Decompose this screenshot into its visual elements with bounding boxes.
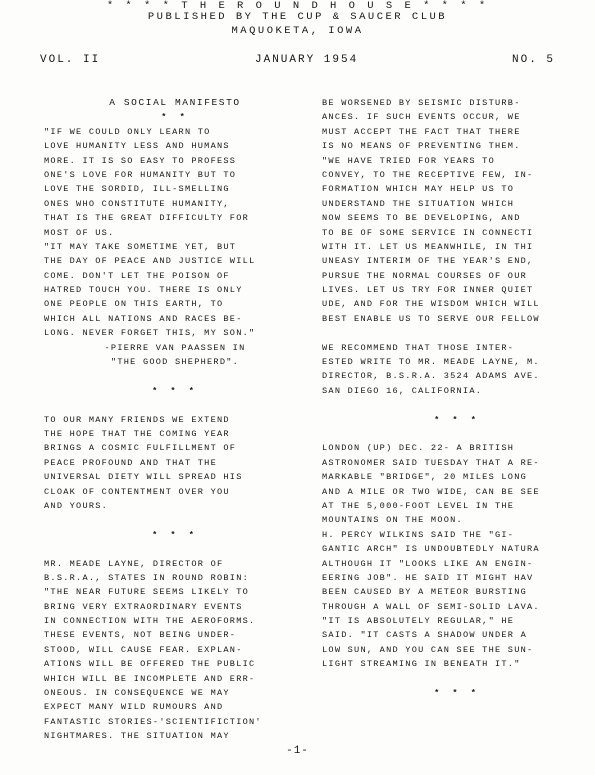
text-line: UNIVERSAL DIETY WILL SPREAD HIS xyxy=(44,472,243,483)
text-line: WHICH ALL NATIONS AND RACES BE- xyxy=(44,313,243,324)
text-line: LOVE HUMANITY LESS AND HUMANS xyxy=(44,141,230,152)
london-article-text xyxy=(322,441,592,671)
text-line: WE RECOMMEND THAT THOSE INTER- xyxy=(322,342,515,353)
text-line: "WE HAVE TRIED FOR YEARS TO xyxy=(322,155,495,166)
text-line: CONVEY, TO THE RECEPTIVE FEW, IN- xyxy=(322,169,534,180)
text-line: ONE'S LOVE FOR HUMANITY BUT TO xyxy=(44,169,237,180)
left-column xyxy=(44,96,306,744)
text-line: TO BE OF SOME SERVICE IN CONNECTI xyxy=(322,227,534,238)
text-line: MOST OF US. xyxy=(44,227,115,238)
text-line: HATRED TOUCH YOU. THERE IS ONLY xyxy=(44,285,243,296)
text-line: BEEN CAUSED BY A METEOR BURSTING xyxy=(322,587,528,598)
layne-continuation-text xyxy=(322,96,592,326)
text-line: PURSUE THE NORMAL COURSES OF OUR xyxy=(322,270,528,281)
right-column xyxy=(322,96,592,700)
text-line: IS NO MEANS OF PREVENTING THEM. xyxy=(322,141,521,152)
manifesto-title: A SOCIAL MANIFESTO xyxy=(109,97,241,108)
text-line: NIGHTMARES. THE SITUATION MAY xyxy=(44,731,230,742)
text-line: MARKABLE "BRIDGE", 20 MILES LONG xyxy=(322,472,528,483)
text-line: LIVES. LET US TRY FOR INNER QUIET xyxy=(322,285,534,296)
text-line: FANTASTIC STORIES-'SCIENTIFICTION' xyxy=(44,716,262,727)
text-line: ONE PEOPLE ON THIS EARTH, TO xyxy=(44,299,224,310)
text-line: THE HOPE THAT THE COMING YEAR xyxy=(44,428,230,439)
text-line: UNEASY INTERIM OF THE YEAR'S END, xyxy=(322,256,534,267)
location-line: MAQUOKETA, IOWA xyxy=(231,25,364,37)
publisher-line: PUBLISHED BY THE CUP & SAUCER CLUB xyxy=(147,11,448,23)
text-line: PEACE PROFOUND AND THAT THE xyxy=(44,457,217,468)
divider-stars: * * xyxy=(161,112,189,123)
issue-number: NO. 5 xyxy=(512,54,556,66)
text-line: THESE EVENTS, NOT BEING UNDER- xyxy=(44,630,237,641)
text-line: FORMATION WHICH MAY HELP US TO xyxy=(322,184,515,195)
text-line: THE DAY OF PEACE AND JUSTICE WILL xyxy=(44,256,256,267)
text-line: B.S.R.A., STATES IN ROUND ROBIN: xyxy=(44,572,250,583)
masthead: * * * * T H E R O U N D H O U S E * * * * xyxy=(106,0,489,12)
text-line: BE WORSENED BY SEISMIC DISTURB- xyxy=(322,98,521,108)
text-line: UNDERSTAND THE SITUATION WHICH xyxy=(322,198,515,209)
text-line: IN CONNECTION WITH THE AEROFORMS. xyxy=(44,616,256,627)
text-line: "THE NEAR FUTURE SEEMS LIKELY TO xyxy=(44,587,250,598)
text-line: WITH IT. LET US MEANWHILE, IN THI xyxy=(322,241,534,252)
attribution-line: -PIERRE VAN PAASSEN IN xyxy=(104,342,246,353)
volume-label: VOL. II xyxy=(40,54,101,66)
text-line: STOOD, WILL CAUSE FEAR. EXPLAN- xyxy=(44,644,243,655)
text-line: ONEOUS. IN CONSEQUENCE WE MAY xyxy=(44,688,230,699)
text-line: ALTHOUGH IT "LOOKS LIKE AN ENGIN- xyxy=(322,558,534,569)
text-line: ESTED WRITE TO MR. MEADE LAYNE, M. xyxy=(322,357,540,368)
text-line: THAT IS THE GREAT DIFFICULTY FOR xyxy=(44,213,250,224)
text-line: LONG. NEVER FORGET THIS, MY SON." xyxy=(44,328,256,339)
text-line: MR. MEADE LAYNE, DIRECTOR OF xyxy=(44,558,224,569)
text-line: LIGHT STREAMING IN BENEATH IT." xyxy=(322,659,521,670)
text-line: LOVE THE SORDID, ILL-SMELLING xyxy=(44,184,230,195)
recommend-text xyxy=(322,341,592,399)
manifesto-text xyxy=(44,125,306,341)
text-line: "IT IS ABSOLUTELY REGULAR," HE xyxy=(322,616,515,627)
text-line: AND A MILE OR TWO WIDE, CAN BE SEE xyxy=(322,486,540,497)
page-number: -1- xyxy=(286,745,309,757)
text-line: WHICH WILL BE INCOMPLETE AND ERR- xyxy=(44,673,256,684)
divider-stars: * * * xyxy=(434,688,480,699)
text-line: UDE, AND FOR THE WISDOM WHICH WILL xyxy=(322,299,540,310)
text-line: EERING JOB". HE SAID IT MIGHT HAV xyxy=(322,572,534,583)
text-line: AND YOURS. xyxy=(44,500,109,511)
text-line: ATIONS WILL BE OFFERED THE PUBLIC xyxy=(44,659,256,670)
text-line: LOW SUN, AND YOU CAN SEE THE SUN- xyxy=(322,644,534,655)
text-line: ASTRONOMER SAID TUESDAY THAT A RE- xyxy=(322,457,540,468)
text-line: ONES WHO CONSTITUTE HUMANITY, xyxy=(44,198,230,209)
text-line: DIRECTOR, B.S.R.A. 3524 ADAMS AVE. xyxy=(322,371,540,382)
text-line: BEST ENABLE US TO SERVE OUR FELLOW xyxy=(322,313,540,324)
text-line: H. PERCY WILKINS SAID THE "GI- xyxy=(322,529,515,540)
text-line: "IF WE COULD ONLY LEARN TO xyxy=(44,126,211,137)
attribution-line: "THE GOOD SHEPHERD". xyxy=(110,357,240,368)
text-line: AT THE 5,000-FOOT LEVEL IN THE xyxy=(322,500,515,511)
text-line: NOW SEEMS TO BE DEVELOPING, AND xyxy=(322,213,521,224)
text-line: GANTIC ARCH" IS UNDOUBTEDLY NATURA xyxy=(322,544,540,555)
greeting-text xyxy=(44,413,306,514)
text-line: BRINGS A COSMIC FULFILLMENT OF xyxy=(44,443,237,454)
text-line: TO OUR MANY FRIENDS WE EXTEND xyxy=(44,414,230,425)
text-line: ANCES. IF SUCH EVENTS OCCUR, WE xyxy=(322,112,521,123)
text-line: SAN DIEGO 16, CALIFORNIA. xyxy=(322,385,483,396)
text-line: MORE. IT IS SO EASY TO PROFESS xyxy=(44,155,237,166)
text-line: CLOAK OF CONTENTMENT OVER YOU xyxy=(44,486,230,497)
divider-stars: * * * xyxy=(434,414,480,425)
text-line: BRING VERY EXTRAORDINARY EVENTS xyxy=(44,601,243,612)
layne-article-text xyxy=(44,557,306,744)
text-line: MUST ACCEPT THE FACT THAT THERE xyxy=(322,126,521,137)
text-line: LONDON (UP) DEC. 22- A BRITISH xyxy=(322,443,515,454)
text-line: MOUNTAINS ON THE MOON. xyxy=(322,515,463,526)
text-line: COME. DON'T LET THE POISON OF xyxy=(44,270,230,281)
divider-stars: * * * xyxy=(152,385,198,396)
text-line: THROUGH A WALL OF SEMI-SOLID LAVA. xyxy=(322,601,540,612)
issue-date: JANUARY 1954 xyxy=(255,54,359,66)
divider-stars: * * * xyxy=(152,529,198,540)
text-line: EXPECT MANY WILD RUMOURS AND xyxy=(44,702,224,713)
text-line: SAID. "IT CASTS A SHADOW UNDER A xyxy=(322,630,528,641)
text-line: "IT MAY TAKE SOMETIME YET, BUT xyxy=(44,241,237,252)
